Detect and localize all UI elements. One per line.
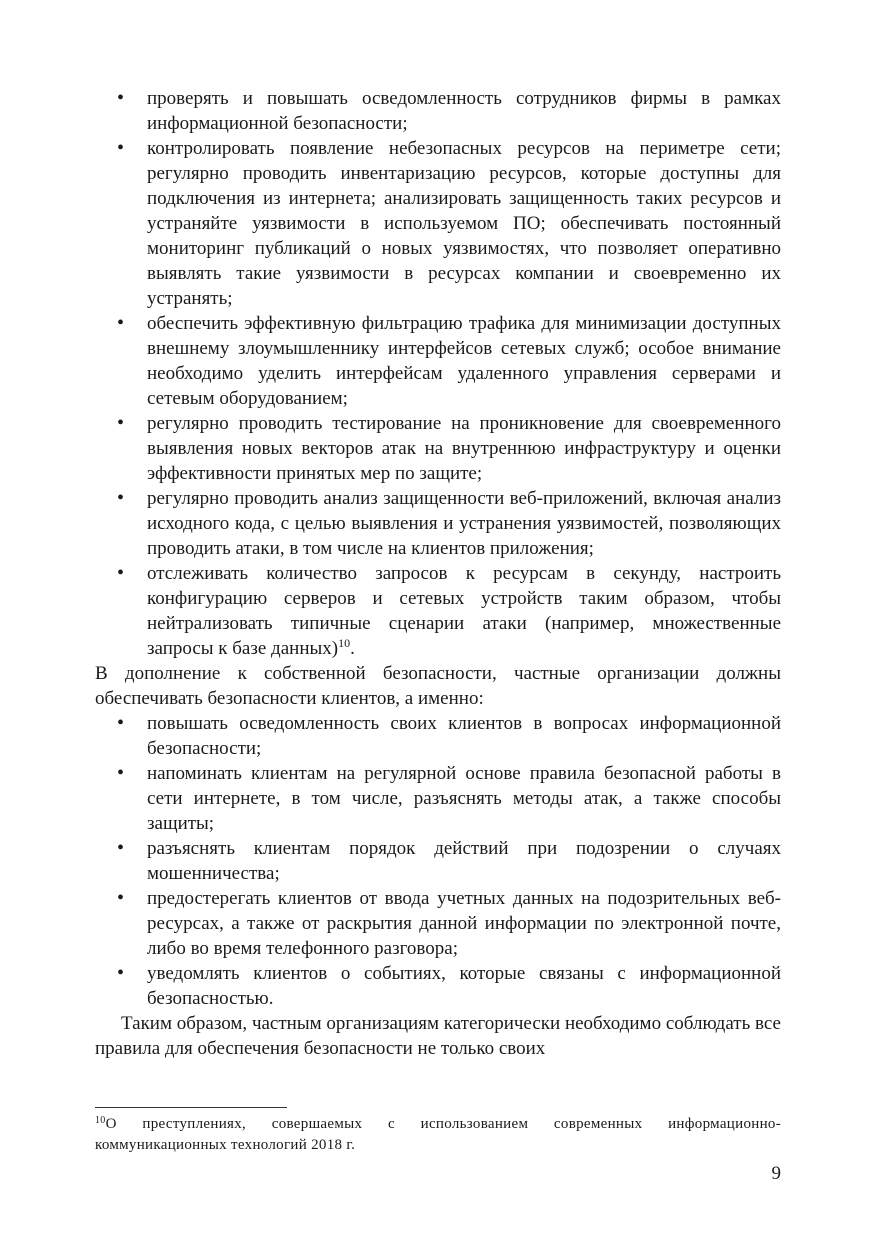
paragraph-intro: В дополнение к собственной безопасности, частные организации должны обеспечивать безопасности клиентов, а именно: — [95, 663, 781, 709]
bullet-list-company-measures — [95, 86, 781, 661]
list-item: • повышать осведомленность своих клиентов в вопросах информационной безопасности; — [147, 711, 781, 761]
list-item: • предостерегать клиентов от ввода учетных данных на подозрительных веб-ресурсах, а также от раскрытия данной информации по электронной почте, либо во время телефонного разговора; — [147, 886, 781, 961]
footnote-number: 10 — [95, 1115, 106, 1126]
list-item-end: . — [350, 638, 355, 659]
list-item: • обеспечить эффективную фильтрацию трафика для минимизации доступных внешнему злоумышленнику интерфейсов сетевых служб; особое внимание необходимо уделить интерфейсам удаленного управления серверами и сетевым оборудованием; — [147, 311, 781, 411]
list-item: • разъяснять клиентам порядок действий при подозрении о случаях мошенничества; — [147, 836, 781, 886]
list-item: • контролировать появление небезопасных ресурсов на периметре сети; регулярно проводить инвентаризацию ресурсов, которые доступны для подключения из интернета; анализировать защищенность таких ресурсов и устраняйте уязвимости в используемом ПО; обеспечивать постоянный мониторинг публикаций о новых уязвимостях, что позволяет оперативно выявлять такие уязвимости в ресурсах компании и своевременно их устранять; — [147, 136, 781, 311]
footnote-reference: 10 — [338, 636, 351, 650]
list-item: • напоминать клиентам на регулярной основе правила безопасной работы в сети интернете, в том числе, разъяснять методы атак, а также способы защиты; — [147, 761, 781, 836]
page-number: 9 — [771, 1163, 781, 1184]
footnote-divider — [95, 1107, 287, 1108]
list-item — [147, 561, 781, 661]
list-item-text: отслеживать количество запросов к ресурсам в секунду, настроить конфигурацию серверов и сетевых устройств таким образом, чтобы нейтрализовать типичные сценарии атаки (например, множественные запросы к базе данных) — [147, 563, 781, 659]
footnote-text: О преступлениях, совершаемых с использованием современных информационно-коммуникационных технологий 2018 г. — [95, 1116, 781, 1153]
document-body — [95, 86, 781, 1061]
bullet-list-client-measures — [95, 711, 781, 1011]
list-item: • проверять и повышать осведомленность сотрудников фирмы в рамках информационной безопасности; — [147, 86, 781, 136]
paragraph-conclusion: Таким образом, частным организациям категорически необходимо соблюдать все правила для обеспечения безопасности не только своих — [95, 1013, 781, 1059]
list-item: • уведомлять клиентов о событиях, которые связаны с информационной безопасностью. — [147, 961, 781, 1011]
footnote — [95, 1114, 781, 1156]
list-item: • регулярно проводить тестирование на проникновение для своевременного выявления новых векторов атак на внутреннюю инфраструктуру и оценки эффективности принятых мер по защите; — [147, 411, 781, 486]
list-item: • регулярно проводить анализ защищенности веб-приложений, включая анализ исходного кода, с целью выявления и устранения уязвимостей, позволяющих проводить атаки, в том числе на клиентов приложения; — [147, 486, 781, 561]
